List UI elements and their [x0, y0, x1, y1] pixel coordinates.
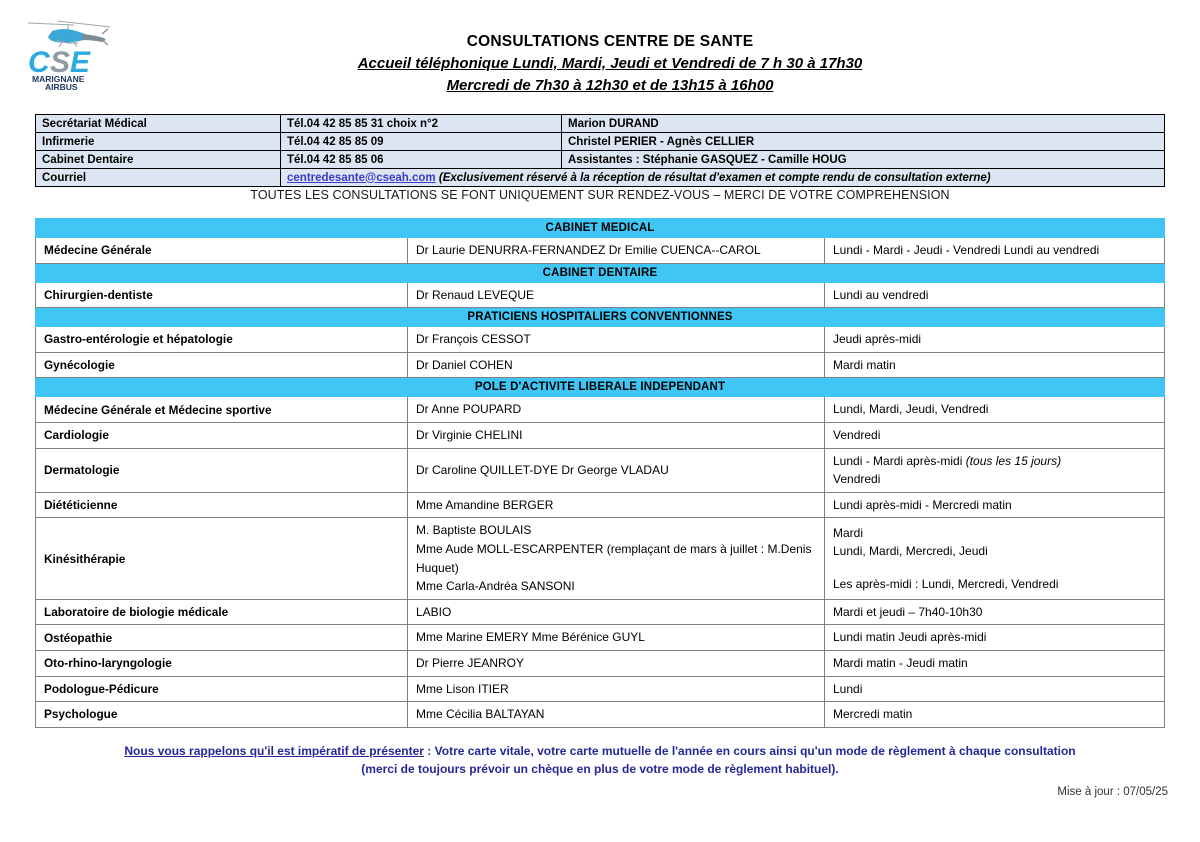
footer-rest: : Votre carte vitale, votre carte mutuelle de l'année en cours ainsi qu'un mode de règlement à chaque consultation (merci de toujours prévoir un chèque en plus de votre mode de règlement habituel). [361, 744, 1076, 776]
table-row [36, 448, 1165, 492]
schedule-spacer [833, 561, 1156, 575]
practitioner-cell: Dr Anne POUPARD [408, 397, 825, 423]
schedule-cell [825, 518, 1165, 599]
schedule-text: Lundi - Mardi après-midi [833, 453, 966, 468]
contact-row [36, 133, 1165, 151]
table-row [36, 650, 1165, 676]
specialty-cell: Gynécologie [36, 352, 408, 378]
schedule-cell: Mardi matin [825, 352, 1165, 378]
specialty-cell: Chirurgien-dentiste [36, 282, 408, 308]
contact-label: Cabinet Dentaire [36, 151, 281, 169]
practitioner-cell: Dr François CESSOT [408, 327, 825, 353]
cse-logo [0, 14, 130, 92]
specialty-cell: Ostéopathie [36, 625, 408, 651]
schedule-line: Vendredi [833, 472, 881, 487]
email-link[interactable]: centredesante@cseah.com [287, 171, 436, 184]
contact-email-cell [281, 169, 1165, 187]
email-note: (Exclusivement réservé à la réception de résultat d'examen et compte rendu de consultation externe) [438, 171, 991, 184]
section-header-row [36, 263, 1165, 282]
specialty-cell: Kinésithérapie [36, 518, 408, 599]
schedule-line: Les après-midi : Lundi, Mercredi, Vendredi [833, 576, 1059, 591]
practitioner-cell: Dr Daniel COHEN [408, 352, 825, 378]
practitioner-cell: Dr Pierre JEANROY [408, 650, 825, 676]
logo-airbus: AIRBUS [45, 82, 78, 92]
specialty-cell: Psychologue [36, 702, 408, 728]
practitioner-cell: Dr Virginie CHELINI [408, 422, 825, 448]
section-cabinet-dentaire: CABINET DENTAIRE [36, 263, 1165, 282]
schedule-cell: Lundi, Mardi, Jeudi, Vendredi [825, 397, 1165, 423]
practitioner-cell: Mme Cécilia BALTAYAN [408, 702, 825, 728]
contact-phone: Tél.04 42 85 85 31 choix n°2 [281, 115, 562, 133]
section-pole-liberal: POLE D'ACTIVITE LIBERALE INDEPENDANT [36, 378, 1165, 397]
table-row [36, 518, 1165, 599]
schedule-cell: Mardi et jeudi – 7h40-10h30 [825, 599, 1165, 625]
contact-row [36, 151, 1165, 169]
helicopter-icon [22, 14, 118, 92]
section-header-row [36, 308, 1165, 327]
page-subtitle-1: Accueil téléphonique Lundi, Mardi, Jeudi et Vendredi de 7 h 30 à 17h30 [357, 54, 863, 72]
practitioner-cell: Mme Lison ITIER [408, 676, 825, 702]
title-block [130, 14, 1200, 96]
schedule-cell [825, 448, 1165, 492]
schedule-cell: Jeudi après-midi [825, 327, 1165, 353]
schedule-cell: Lundi après-midi - Mercredi matin [825, 492, 1165, 518]
schedule-cell: Mardi matin - Jeudi matin [825, 650, 1165, 676]
contact-label: Courriel [36, 169, 281, 187]
contact-people: Marion DURAND [562, 115, 1165, 133]
specialty-cell: Laboratoire de biologie médicale [36, 599, 408, 625]
logo-marignane: MARIGNANE [32, 74, 85, 84]
contact-people: Christel PERIER - Agnès CELLIER [562, 133, 1165, 151]
page-subtitle-2: Mercredi de 7h30 à 12h30 et de 13h15 à 16h00 [446, 76, 774, 94]
contact-phone: Tél.04 42 85 85 06 [281, 151, 562, 169]
practitioner-cell: Dr Caroline QUILLET-DYE Dr George VLADAU [408, 448, 825, 492]
schedule-cell: Lundi matin Jeudi après-midi [825, 625, 1165, 651]
logo-letter-c: C [28, 46, 50, 79]
last-updated: Mise à jour : 07/05/25 [1057, 786, 1168, 798]
practitioner-line: M. Baptiste BOULAIS [416, 523, 532, 538]
practitioner-cell: Mme Marine EMERY Mme Bérénice GUYL [408, 625, 825, 651]
contact-table [35, 114, 1165, 187]
specialty-cell: Gastro-entérologie et hépatologie [36, 327, 408, 353]
practitioner-line: Mme Aude MOLL-ESCARPENTER (remplaçant de mars à juillet : M.Denis Huquet) [416, 541, 815, 575]
page-title: CONSULTATIONS CENTRE DE SANTE [466, 33, 754, 50]
consultations-table [35, 218, 1165, 728]
contact-label: Secrétariat Médical [36, 115, 281, 133]
contact-row [36, 115, 1165, 133]
practitioner-line: Mme Carla-Andréa SANSONI [416, 579, 575, 594]
schedule-line [833, 452, 1156, 471]
specialty-cell: Médecine Générale et Médecine sportive [36, 397, 408, 423]
practitioner-cell: LABIO [408, 599, 825, 625]
specialty-cell: Diététicienne [36, 492, 408, 518]
section-praticiens-hospitaliers: PRATICIENS HOSPITALIERS CONVENTIONNES [36, 308, 1165, 327]
specialty-cell: Dermatologie [36, 448, 408, 492]
contact-people: Assistantes : Stéphanie GASQUEZ - Camille HOUG [562, 151, 1165, 169]
section-header-row [36, 378, 1165, 397]
section-header-row [36, 219, 1165, 238]
table-row [36, 238, 1165, 264]
schedule-note: (tous les 15 jours) [965, 453, 1062, 468]
table-row [36, 397, 1165, 423]
footer-text [120, 742, 1080, 778]
practitioner-cell: Mme Amandine BERGER [408, 492, 825, 518]
specialty-cell: Oto-rhino-laryngologie [36, 650, 408, 676]
table-row [36, 599, 1165, 625]
schedule-line: Mardi [833, 525, 864, 540]
schedule-cell: Mercredi matin [825, 702, 1165, 728]
specialty-cell: Podologue-Pédicure [36, 676, 408, 702]
table-row [36, 625, 1165, 651]
specialty-cell: Médecine Générale [36, 238, 408, 264]
practitioner-cell [408, 518, 825, 599]
table-row [36, 676, 1165, 702]
specialty-cell: Cardiologie [36, 422, 408, 448]
schedule-line: Lundi, Mardi, Mercredi, Jeudi [833, 544, 988, 559]
footer-reminder [0, 742, 1200, 778]
contact-phone: Tél.04 42 85 85 09 [281, 133, 562, 151]
schedule-cell: Lundi - Mardi - Jeudi - Vendredi Lundi au vendredi [825, 238, 1165, 264]
practitioner-cell: Dr Renaud LEVEQUE [408, 282, 825, 308]
table-row [36, 702, 1165, 728]
footer-underlined: Nous vous rappelons qu'il est impératif de présenter [124, 744, 424, 758]
table-row [36, 422, 1165, 448]
appointment-notice: TOUTES LES CONSULTATIONS SE FONT UNIQUEMENT SUR RENDEZ-VOUS – MERCI DE VOTRE COMPREHENSION [250, 188, 950, 202]
schedule-cell: Lundi au vendredi [825, 282, 1165, 308]
contact-label: Infirmerie [36, 133, 281, 151]
logo-letter-e: E [70, 46, 91, 79]
table-row [36, 327, 1165, 353]
table-row [36, 282, 1165, 308]
section-cabinet-medical: CABINET MEDICAL [36, 219, 1165, 238]
document-header [0, 0, 1200, 96]
schedule-cell: Vendredi [825, 422, 1165, 448]
schedule-cell: Lundi [825, 676, 1165, 702]
table-row [36, 492, 1165, 518]
practitioner-cell: Dr Laurie DENURRA-FERNANDEZ Dr Emilie CUENCA--CAROL [408, 238, 825, 264]
contact-email-row [36, 169, 1165, 187]
table-row [36, 352, 1165, 378]
logo-letter-s: S [50, 46, 71, 79]
